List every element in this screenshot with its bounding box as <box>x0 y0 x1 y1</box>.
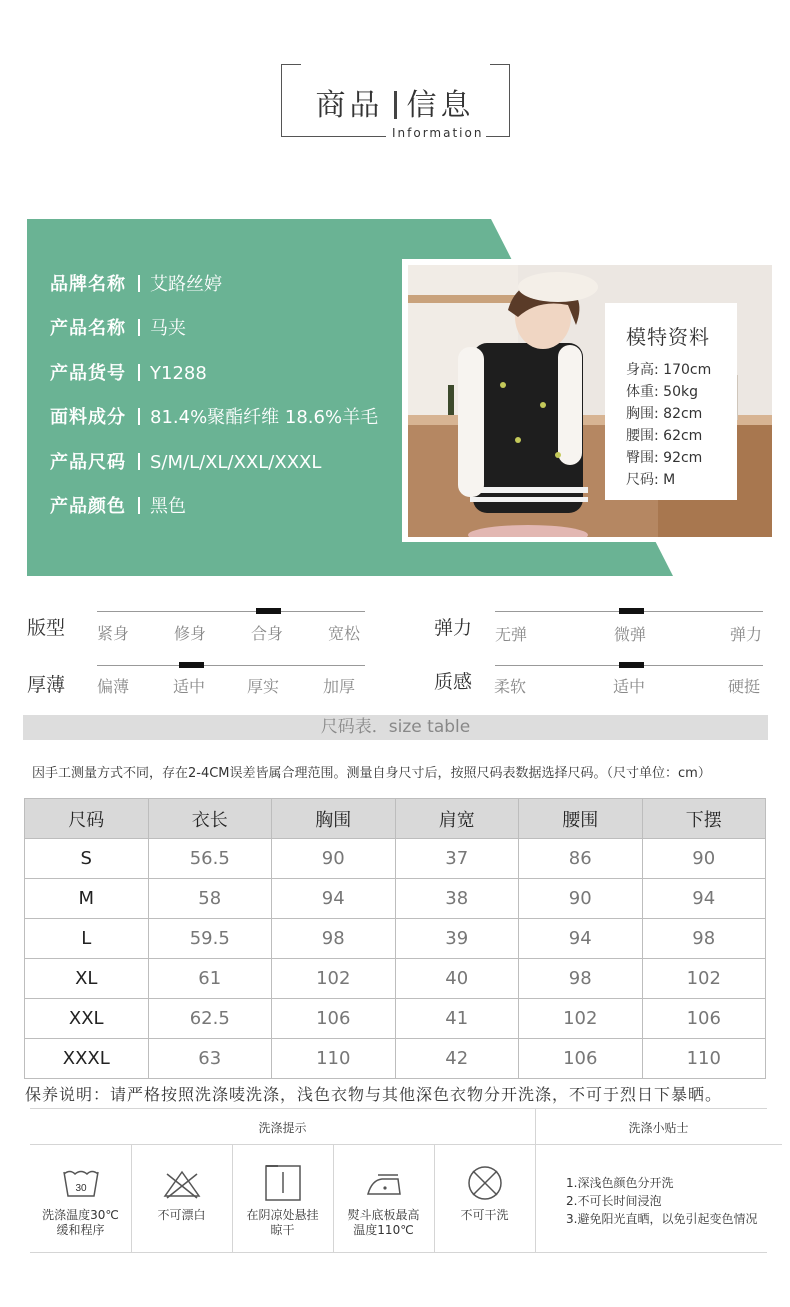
info-row-brand <box>50 270 222 296</box>
info-key: 产品名称 <box>50 318 126 339</box>
texture-option: 硬挺 <box>728 677 761 696</box>
size-cell: 102 <box>272 959 396 999</box>
size-cell: 86 <box>519 839 643 879</box>
caption-line: 不可干洗 <box>460 1208 509 1222</box>
table-row <box>25 959 766 999</box>
size-cell: 56.5 <box>148 839 272 879</box>
caption-line: 不可漂白 <box>157 1208 206 1222</box>
caption-line: 熨斗底板最高 <box>347 1208 420 1222</box>
caption-line: 在阴凉处悬挂 <box>246 1208 319 1222</box>
size-header-cell: 下摆 <box>642 799 766 839</box>
thickness-option: 偏薄 <box>97 677 130 696</box>
elasticity-option: 弹力 <box>730 625 763 644</box>
wash-30-cell <box>30 1146 131 1252</box>
wash-table-mid-border <box>30 1144 782 1145</box>
caption-line: 晾干 <box>270 1223 295 1237</box>
size-cell: M <box>25 879 149 919</box>
info-row-sku <box>50 359 207 385</box>
wash-table-top-border <box>30 1108 767 1109</box>
wash-tip-item: 2.不可长时间浸泡 <box>566 1194 662 1208</box>
size-cell: 90 <box>519 879 643 919</box>
size-cell: 61 <box>148 959 272 999</box>
info-key: 产品颜色 <box>50 496 126 517</box>
size-header-cell: 肩宽 <box>395 799 519 839</box>
info-separator <box>138 453 140 470</box>
model-hip: 臀围: 92cm <box>626 450 703 466</box>
size-cell: 106 <box>642 999 766 1039</box>
info-value: S/M/L/XL/XXL/XXXL <box>150 452 322 473</box>
wash-tip-item: 1.深浅色颜色分开洗 <box>566 1176 674 1190</box>
size-cell: 102 <box>642 959 766 999</box>
title-divider <box>394 91 397 119</box>
size-cell: 37 <box>395 839 519 879</box>
care-instructions: 保养说明：请严格按照洗涤唛洗涤，浅色衣物与其他深色衣物分开洗涤，不可于烈日下暴晒。 <box>25 1085 723 1104</box>
size-cell: 110 <box>272 1039 396 1079</box>
model-height: 身高: 170cm <box>626 362 712 378</box>
wash-tip-item: 3.避免阳光直晒，以免引起变色情况 <box>566 1212 758 1226</box>
model-size: 尺码: M <box>626 472 676 488</box>
fit-option: 宽松 <box>328 624 361 643</box>
table-row <box>25 999 766 1039</box>
size-header-cell: 腰围 <box>519 799 643 839</box>
fit-label: 版型 <box>27 617 66 639</box>
info-separator <box>138 497 140 514</box>
no-bleach-cell <box>131 1146 232 1252</box>
size-cell: 63 <box>148 1039 272 1079</box>
elasticity-label: 弹力 <box>434 617 473 639</box>
info-value: 81.4%聚酯纤维 18.6%羊毛 <box>150 407 379 428</box>
fit-scale-line <box>97 611 365 612</box>
table-row <box>25 919 766 959</box>
info-value: 黑色 <box>150 496 186 517</box>
size-header-cell: 胸围 <box>272 799 396 839</box>
size-table-note: 因手工测量方式不同，存在2-4CM误差皆属合理范围。测量自身尺寸后，按照尺码表数据选择尺码。（尺寸单位：cm） <box>32 766 711 781</box>
no-dry-clean-cell <box>434 1146 535 1252</box>
size-cell: 39 <box>395 919 519 959</box>
line-dry-caption <box>232 1208 333 1238</box>
info-separator <box>138 364 140 381</box>
size-cell: 106 <box>519 1039 643 1079</box>
size-cell: 41 <box>395 999 519 1039</box>
wash-temp-badge: 30 <box>74 1183 87 1194</box>
elasticity-scale-marker <box>619 608 644 614</box>
line-dry-shade-cell <box>232 1146 333 1252</box>
table-row <box>25 879 766 919</box>
page-title <box>0 80 790 124</box>
table-row <box>25 839 766 879</box>
texture-option: 柔软 <box>494 677 527 696</box>
info-key: 产品货号 <box>50 363 126 384</box>
texture-scale-marker <box>619 662 644 668</box>
size-cell: XXL <box>25 999 149 1039</box>
fit-option: 合身 <box>251 624 284 643</box>
iron-low-cell <box>333 1146 434 1252</box>
thickness-label: 厚薄 <box>27 674 66 696</box>
line-dry-shade-icon <box>263 1163 303 1203</box>
size-cell: 94 <box>642 879 766 919</box>
size-cell: 94 <box>519 919 643 959</box>
size-cell: 40 <box>395 959 519 999</box>
table-row <box>25 1039 766 1079</box>
title-right: 信息 <box>406 88 475 123</box>
info-row-fabric <box>50 403 378 429</box>
thickness-scale-line <box>97 665 365 666</box>
wash-table-bottom-border <box>30 1252 767 1253</box>
title-left: 商品 <box>315 88 384 123</box>
wash-hint-heading: 洗涤提示 <box>258 1121 307 1135</box>
info-key: 品牌名称 <box>50 274 126 295</box>
fit-option: 紧身 <box>97 624 130 643</box>
no-dry-clean-caption <box>434 1208 535 1223</box>
info-separator <box>138 408 140 425</box>
fit-scale-marker <box>256 608 281 614</box>
info-value: 艾路丝婷 <box>150 274 222 295</box>
size-cell: 38 <box>395 879 519 919</box>
wash-30-caption <box>30 1208 131 1238</box>
size-cell: 102 <box>519 999 643 1039</box>
size-table <box>24 798 766 1079</box>
info-value: Y1288 <box>150 363 207 384</box>
caption-line: 缓和程序 <box>56 1223 105 1237</box>
size-cell: 42 <box>395 1039 519 1079</box>
no-bleach-caption <box>131 1208 232 1223</box>
size-cell: 98 <box>272 919 396 959</box>
size-cell: 59.5 <box>148 919 272 959</box>
thickness-option: 加厚 <box>323 677 356 696</box>
elasticity-option: 微弹 <box>614 625 647 644</box>
size-cell: 110 <box>642 1039 766 1079</box>
no-dry-clean-icon <box>465 1163 505 1203</box>
size-cell: XL <box>25 959 149 999</box>
size-cell: 106 <box>272 999 396 1039</box>
model-weight: 体重: 50kg <box>626 384 698 400</box>
info-row-name <box>50 314 186 340</box>
size-table-header-row <box>25 799 766 839</box>
size-cell: 94 <box>272 879 396 919</box>
model-bust: 胸围: 82cm <box>626 406 703 422</box>
model-info-card <box>605 303 737 500</box>
elasticity-option: 无弹 <box>495 625 528 644</box>
caption-line: 温度110℃ <box>353 1223 414 1237</box>
texture-option: 适中 <box>613 677 646 696</box>
info-separator <box>138 275 140 292</box>
model-waist: 腰围: 62cm <box>626 428 703 444</box>
page-subtitle: Information <box>392 126 484 140</box>
size-cell: 98 <box>642 919 766 959</box>
size-cell: 90 <box>642 839 766 879</box>
info-row-sizes <box>50 448 321 474</box>
thickness-option: 适中 <box>173 677 206 696</box>
size-table-title-bar: 尺码表．size table <box>23 715 768 740</box>
size-cell: 98 <box>519 959 643 999</box>
caption-line: 洗涤温度30℃ <box>42 1208 119 1222</box>
size-header-cell: 尺码 <box>25 799 149 839</box>
iron-low-caption <box>333 1208 434 1238</box>
info-row-color <box>50 492 186 518</box>
fit-option: 修身 <box>174 624 207 643</box>
size-cell: S <box>25 839 149 879</box>
wash-tips-heading: 洗涤小贴士 <box>628 1121 689 1135</box>
no-bleach-icon <box>162 1166 202 1200</box>
size-header-cell: 衣长 <box>148 799 272 839</box>
iron-low-icon <box>364 1166 404 1200</box>
size-cell: XXXL <box>25 1039 149 1079</box>
wash-30-icon <box>61 1166 101 1200</box>
thickness-option: 厚实 <box>247 677 280 696</box>
size-cell: L <box>25 919 149 959</box>
size-cell: 58 <box>148 879 272 919</box>
info-separator <box>138 319 140 336</box>
model-card-title: 模特资料 <box>626 325 710 349</box>
size-cell: 90 <box>272 839 396 879</box>
size-cell: 62.5 <box>148 999 272 1039</box>
info-value: 马夹 <box>150 318 186 339</box>
info-key: 面料成分 <box>50 407 126 428</box>
info-key: 产品尺码 <box>50 452 126 473</box>
thickness-scale-marker <box>179 662 204 668</box>
texture-label: 质感 <box>434 671 473 693</box>
